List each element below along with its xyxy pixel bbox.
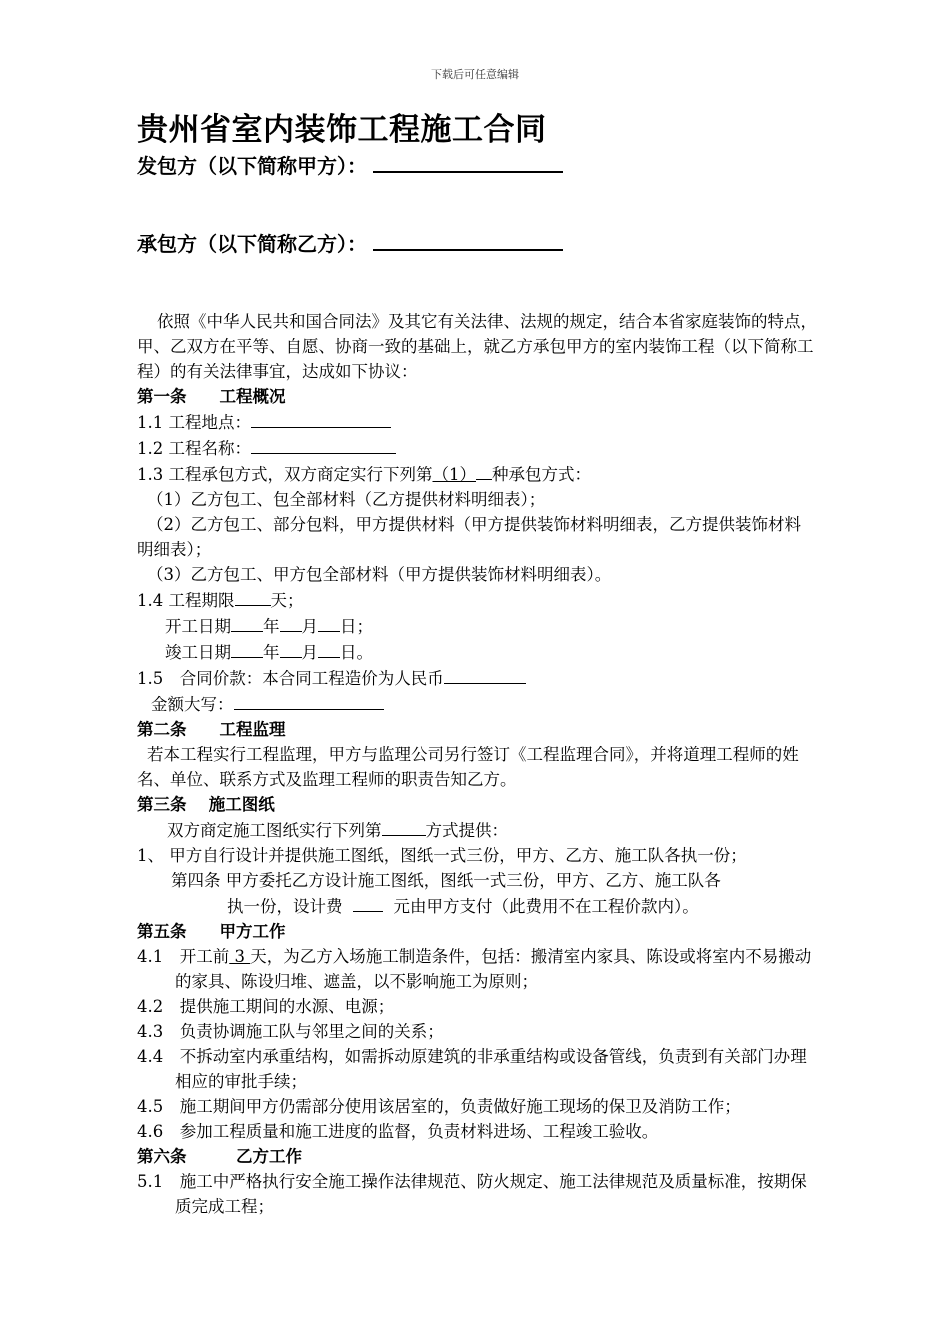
drawing-mode-line: 双方商定施工图纸实行下列第 方式提供： bbox=[137, 817, 817, 843]
option-3: （3）乙方包工、甲方包全部材料（甲方提供装饰材料明细表）。 bbox=[147, 565, 612, 584]
article-6-heading: 第六条 乙方工作 bbox=[137, 1147, 302, 1166]
clause-4-3: 4.3 负责协调施工队与邻里之间的关系； bbox=[137, 1022, 444, 1041]
finish-date: 竣工日期 年 月 日。 bbox=[137, 639, 817, 665]
design-fee-blank bbox=[353, 893, 383, 912]
option-2: （2）乙方包工、部分包料，甲方提供材料（甲方提供装饰材料明细表，乙方提供装饰材料明细表）； bbox=[137, 515, 801, 559]
party-b-line bbox=[137, 228, 563, 257]
contract-mode-choice: （1） bbox=[432, 465, 476, 484]
days-before-start: 3 bbox=[234, 947, 245, 966]
start-date: 开工日期 年 月 日； bbox=[137, 613, 817, 639]
article-3-heading: 第三条 施工图纸 bbox=[137, 795, 275, 814]
party-a-line bbox=[137, 150, 563, 179]
party-a-label: 发包方（以下简称甲方）： bbox=[137, 154, 367, 178]
clause-1-4: 1.4 工程期限 天； bbox=[137, 587, 817, 613]
option-1: （1）乙方包工、包全部材料（乙方提供材料明细表）； bbox=[147, 490, 546, 509]
amount-in-words: 金额大写： bbox=[137, 691, 817, 717]
contract-body bbox=[137, 309, 817, 1219]
site-blank bbox=[251, 409, 391, 428]
amount-blank bbox=[234, 691, 384, 710]
article-5-heading: 第五条 甲方工作 bbox=[137, 922, 286, 941]
clause-4-1: 4.1 开工前 3 天，为乙方入场施工制造条件，包括：搬清室内家具、陈设或将室内不易搬动的家具、陈设归堆、遮盖，以不影响施工为原则； bbox=[137, 947, 812, 991]
header-note: 下载后可任意编辑 bbox=[431, 68, 519, 81]
price-blank bbox=[444, 665, 526, 684]
drawing-item-2: 第四条 甲方委托乙方设计施工图纸，图纸一式三份，甲方、乙方、施工队各 bbox=[171, 871, 721, 890]
party-b-blank bbox=[373, 229, 563, 251]
party-b-label: 承包方（以下简称乙方）： bbox=[137, 232, 367, 256]
clause-5-1: 5.1 施工中严格执行安全施工操作法律规范、防火规定、施工法律规范及质量标准，按期保质完成工程； bbox=[137, 1172, 807, 1216]
clause-1-2: 1.2 工程名称： bbox=[137, 435, 817, 461]
article-2-text: 若本工程实行工程监理，甲方与监理公司另行签订《工程监理合同》，并将道理工程师的姓名、单位、联系方式及监理工程师的职责告知乙方。 bbox=[137, 745, 799, 789]
drawing-item-1: 1、 甲方自行设计并提供施工图纸，图纸一式三份，甲方、乙方、施工队各执一份； bbox=[137, 846, 747, 865]
clause-4-2: 4.2 提供施工期间的水源、电源； bbox=[137, 997, 395, 1016]
drawing-mode-blank bbox=[382, 817, 426, 836]
name-blank bbox=[251, 435, 396, 454]
article-1-heading: 第一条 工程概况 bbox=[137, 387, 286, 406]
clause-4-4: 4.4 不拆动室内承重结构，如需拆动原建筑的非承重结构或设备管线，负责到有关部门办理相应的审批手续； bbox=[137, 1047, 807, 1091]
clause-1-1: 1.1 工程地点： bbox=[137, 409, 817, 435]
drawing-item-2-cont: 执一份，设计费 元由甲方支付（此费用不在工程价款内）。 bbox=[137, 893, 817, 919]
document-title: 贵州省室内装饰工程施工合同 bbox=[137, 112, 547, 148]
clause-4-5: 4.5 施工期间甲方仍需部分使用该居室的，负责做好施工现场的保卫及消防工作； bbox=[137, 1097, 741, 1116]
clause-4-6: 4.6 参加工程质量和施工进度的监督，负责材料进场、工程竣工验收。 bbox=[137, 1122, 659, 1141]
party-a-blank bbox=[373, 151, 563, 173]
intro-paragraph: 依照《中华人民共和国合同法》及其它有关法律、法规的规定，结合本省家庭装饰的特点，甲、乙双方在平等、自愿、协商一致的基础上，就乙方承包甲方的室内装饰工程（以下简称工程）的有关法律事宜，达成如下协议： bbox=[137, 312, 817, 381]
article-2-heading: 第二条 工程监理 bbox=[137, 720, 286, 739]
clause-1-5: 1.5 合同价款：本合同工程造价为人民币 bbox=[137, 665, 817, 691]
clause-1-3: 1.3 工程承包方式，双方商定实行下列第（1） 种承包方式： bbox=[137, 461, 817, 487]
